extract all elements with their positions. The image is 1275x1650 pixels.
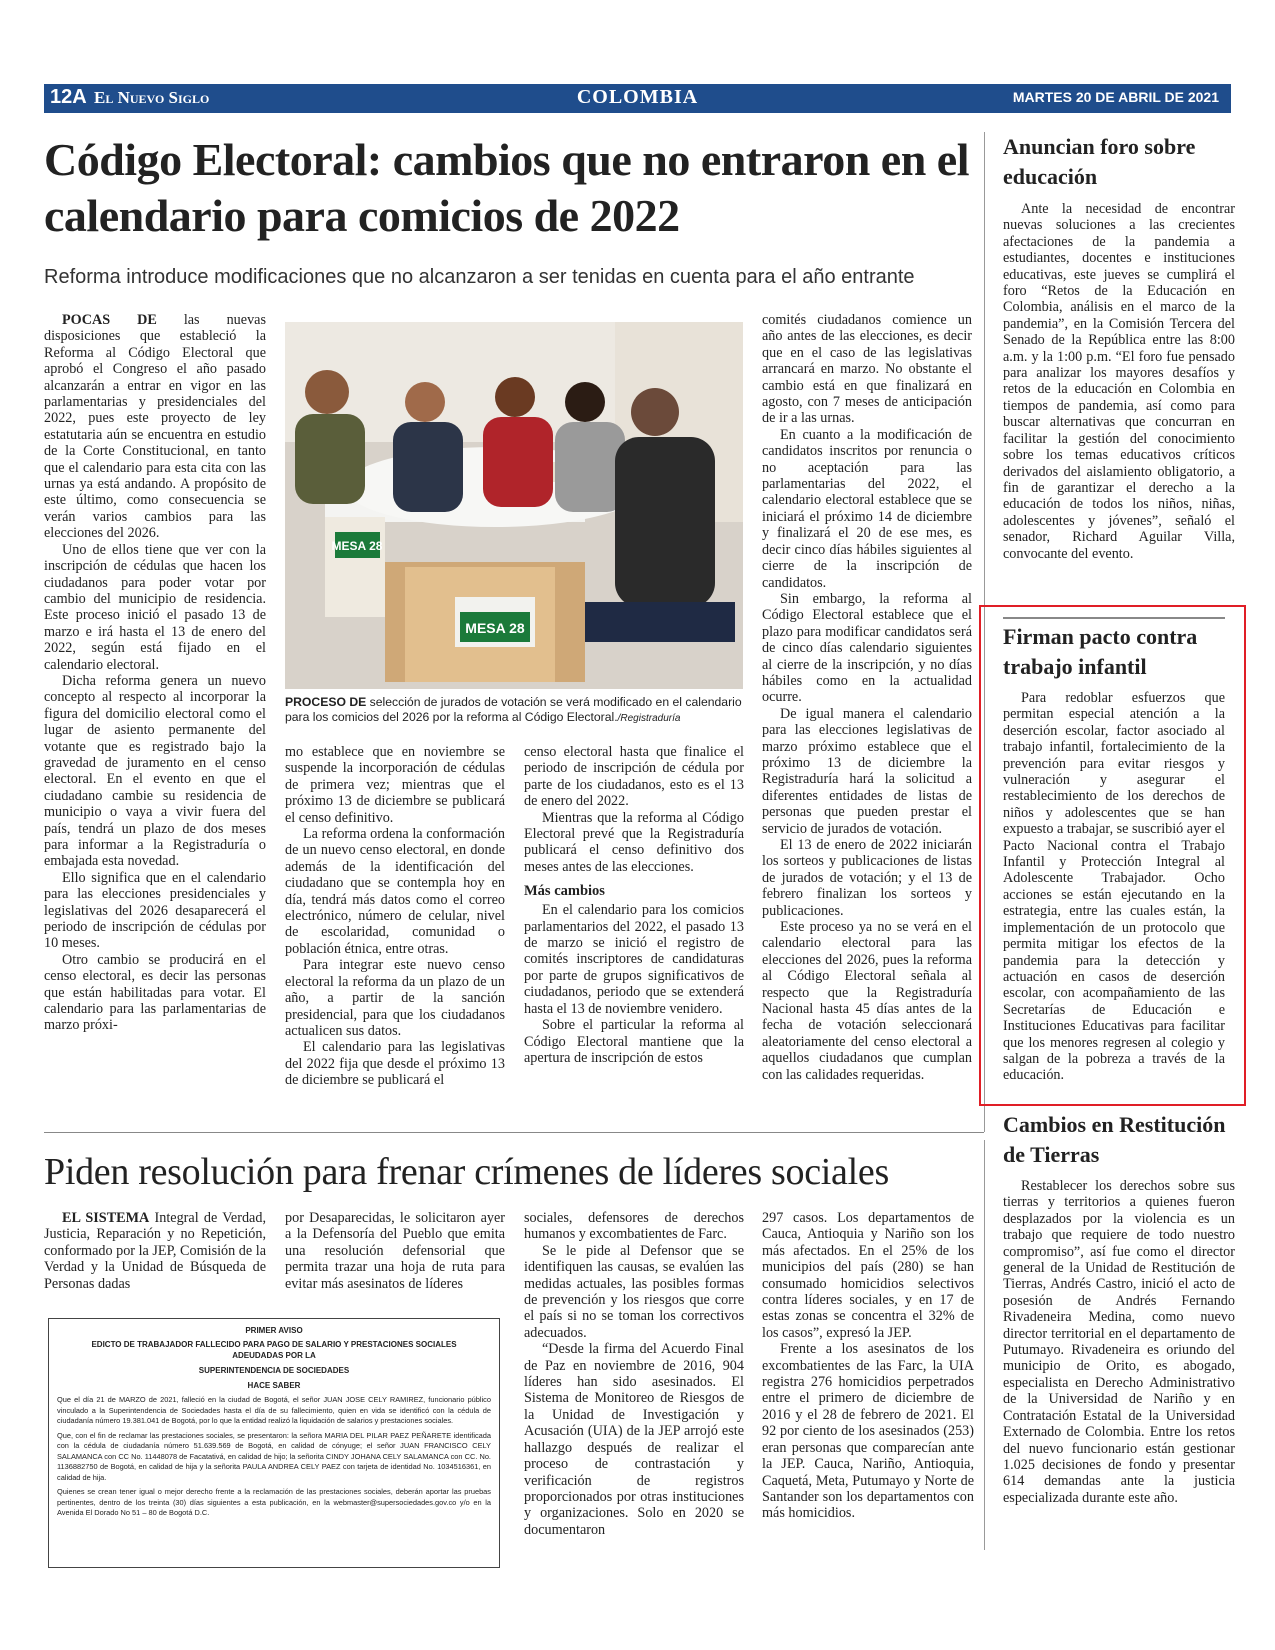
newspaper-name: El Nuevo Siglo <box>94 88 210 107</box>
paragraph: Mientras que la reforma al Código Electoral prevé que la Registraduría publicará el censo definitivo dos meses antes de las elecciones. <box>524 809 744 875</box>
sidebar-article-education <box>1003 201 1235 562</box>
paragraph: Frente a los asesinatos de los excombatientes de las Farc, la UIA registra 276 homicidios perpetrados entre el primero de diciembre de 2016 y el 28 de febrero de 2021. El 92 por ciento de los asesinados (253) eran personas que comparecían ante la JEP. Cauca, Nariño, Antioquia, Caquetá, Meta, Putumayo y Norte de Santander son los departamentos con más homicidios. <box>762 1341 974 1522</box>
paragraph: Para redoblar esfuerzos que permitan especial atención a la deserción escolar, factor asociado al trabajo infantil, fortalecimiento de la prevención para evitar riesgos y vulneración y asegurar el restablecimiento de los derechos de niños y adolescentes que se han expuesto a trabajar, se suscribió ayer el Pacto Nacional contra el Trabajo Infantil y Protección Integral al Adolescente Trabajador. Ocho acciones se están ejecutando en la estrategia, entre las cuales están, la implementación de un protocolo que permita mitigar los efectos de la pandemia para la detección y actuación en casos de deserción escolar, con acompañamiento de las Secretarías de Educación e Instituciones Educativas para facilitar que los menores regresen al colegio y salgan de la pobreza a través de la educación. <box>1003 690 1226 1084</box>
paragraph: En cuanto a la modificación de candidatos inscritos por renuncia o no aceptación para las parlamentarias del 2022, el calendario electoral establece que se iniciará el próximo 14 de diciembre y finalizará el 20 de ese mes, es decir cinco días hábiles siguientes al cierre de la inscripción de candidatos. <box>762 426 972 591</box>
main-headline: Código Electoral: cambios que no entraron en el calendario para comicios de 2022 <box>44 134 969 241</box>
paragraph: Uno de ellos tiene que ver con la inscripción de cédulas que hacen los ciudadanos para poder votar por cambio del municipio de residencia. Este proceso inició el pasado 13 de marzo e irá hasta el 13 de enero del 2022, según está fijado en el calendario electoral. <box>44 541 266 673</box>
paragraph: Dicha reforma genera un nuevo concepto al respecto al incorporar la figura del domicilio electoral como el lugar de asiento permanente del votante que es registrado bajo la gravedad de juramento en el censo electoral. En el evento en que el ciudadano cambie su residencia de municipio o vaya a vivir fuera del país, tendrá un plazo de dos meses para informar a la Registraduría o embajada esta novedad. <box>44 672 266 870</box>
sidebar-headline-child-labor: Firman pacto contra trabajo infantil <box>1003 624 1198 679</box>
paragraph: “Desde la firma del Acuerdo Final de Paz en noviembre de 2016, 904 líderes han sido asesinados. El Sistema de Monitoreo de Riesgos de la Unidad de Investigación y Acusación (UIA) de la JEP arrojó este hallazgo después de realizar el proceso de contrastación y verificación de registros proporcionados por otras instituciones y organizaciones. Solo en 2020 se documentaron <box>524 1341 744 1538</box>
lead-in: POCAS DE <box>62 312 157 328</box>
paragraph: El calendario para las legislativas del 2022 fija que desde el próximo 13 de diciembre se publicará el <box>285 1039 505 1089</box>
caption-lead: PROCESO DE <box>285 695 367 709</box>
photo-caption <box>285 695 743 726</box>
paragraph: las nuevas disposiciones que estableció la Reforma al Código Electoral que aprobó el Congreso el año pasado alcanzarán a entrar en vigor en las parlamentarias y presidenciales del 2022, pues este proyecto de ley estatutaria aún se encuentra en estudio de la Corte Constitucional, en tanto que el calendario para esta cita con las urnas ya está andando. A propósito de este último, como consecuencia se verán varios cambios para las elecciones del 2026. <box>44 312 266 542</box>
notice-paragraph: Que, con el fin de reclamar las prestaciones sociales, se presentaron: la señora MARIA DEL PILAR PAEZ PEÑARETE identificada con la cédula de ciudadanía número 51.639.569 de Bogotá, en calidad de cónyuge; el señor JUAN FRANCISCO CELY SALAMANCA con CC No. 11448078 de Facatativá, en calidad de hijo; la señorita CINDY JOHANA CELY SALAMANCA con CC. No. 1136882750 de Bogotá, en calidad de hija y la señorita PAULA ANDREA CELY PAEZ con tarjeta de identidad No. 1034516361, en calidad de hija. <box>57 1430 491 1482</box>
paragraph: En el calendario para los comicios parlamentarios del 2022, el pasado 13 de marzo se inició el registro de comités inscriptores de candidaturas por parte de grupos significativos de ciudadanos, periodo que se extenderá hasta el 13 de noviembre venidero. <box>524 902 744 1017</box>
paragraph: Este proceso ya no se verá en el calendario electoral para las elecciones del 2026, pues la reforma al Código Electoral señala al respecto que la Registraduría Nacional hasta 45 días antes de la fecha de votación seleccionará aleatoriamente del censo electoral a aquellos ciudadanos que cumplan con las calidades requeridas. <box>762 919 972 1083</box>
sidebar-headline-education: Anuncian foro sobre educación <box>1003 134 1196 189</box>
paragraph: comités ciudadanos comience un año antes de las elecciones, es decir que en el caso de las legislativas arrancará en marzo. No obstante el cambio está en que finalizará en agosto, con 7 meses de anticipación de ir a las urnas. <box>762 312 972 427</box>
paragraph: De igual manera el calendario para las elecciones legislativas de marzo próximo establece que el próximo 13 de diciembre la Registraduría hará la solicitud a diferentes entidades de listas de personas que pueden prestar el servicio de jurados de votación. <box>762 705 972 837</box>
second-column-4 <box>762 1210 974 1522</box>
ballot-box-label: MESA 28 <box>331 539 383 553</box>
paragraph: Ante la necesidad de encontrar nuevas soluciones a las crecientes afectaciones de la pandemia a estudiantes, docentes e instituciones educativas, este jueves se cumplirá el foro “Retos de la Educación en Colombia, análisis en el marco de la pandemia”, en la Comisión Tercera del Senado de la República entre las 8:00 a.m. y la 1:00 p.m. “El foro fue pensado para analizar los mayores desafíos y retos de la educación en Colombia en tiempos de pandemia, así como para buscar alternativas que concurran en facilitar la gestión del conocimiento sobre los temas educativos críticos derivados del aislamiento obligatorio, a fin de garantizar el derecho a la educación de todos los niños, niñas, adolescentes y jóvenes”, señaló el senador, Richard Aguilar Villa, convocante del evento. <box>1003 201 1235 562</box>
notice-heading: HACE SABER <box>247 1381 301 1390</box>
paragraph: El 13 de enero de 2022 iniciarán los sorteos y publicaciones de listas de jurados de votación; y el 13 de febrero finalizan los sorteos y publicaciones. <box>762 837 972 919</box>
paragraph: Para integrar este nuevo censo electoral la reforma da un plazo de un año, a partir de la sanción presidencial, para que los ciudadanos actualicen sus datos. <box>285 957 505 1039</box>
second-headline: Piden resolución para frenar crímenes de líderes sociales <box>44 1151 889 1193</box>
paragraph: 297 casos. Los departamentos de Cauca, Antioquia y Nariño son los más afectados. En el 25% de los municipios del país (280) se han consumado homicidios selectivos contra líderes sociales, y en 17 de estas zonas se concentra el 32% de los casos”, expresó la JEP. <box>762 1210 974 1341</box>
article-column-1 <box>44 312 266 1034</box>
sidebar-headline-land-restitution: Cambios en Restitución de Tierras <box>1003 1112 1226 1167</box>
caption-text: selección de jurados de votación se verá modificado en el calendario para los comicios del 2026 por la reforma al Código Electoral. <box>285 695 742 724</box>
paragraph: mo establece que en noviembre se suspende la incorporación de cédulas de primera vez; mientras que el próximo 13 de diciembre se publicará el censo definitivo. <box>285 744 505 826</box>
second-column-3 <box>524 1210 744 1538</box>
paragraph: Se le pide al Defensor que se identifiquen las causas, se evalúen las medidas actuales, las posibles formas de prevención y los riesgos que corre el país si no se toman los correctivos adecuados. <box>524 1242 744 1341</box>
article-column-4 <box>762 312 972 1083</box>
legal-notice <box>48 1318 500 1568</box>
article-subtitle: Más cambios <box>524 883 605 900</box>
ballot-box-label: MESA 28 <box>465 620 525 636</box>
second-column-1 <box>44 1210 266 1292</box>
article-column-3 <box>524 744 744 1066</box>
voting-jurors-photo <box>285 322 743 689</box>
paragraph: Restablecer los derechos sobre sus tierras y territorios a quienes fueron desplazados por la violencia es un trabajo que requiere de todo nuestro compromiso”, así fue como el director general de la Unidad de Restitución de Tierras, Andrés Castro, inició el acto de posesión de Andrés Fernando Rivadeneira Medina, como nuevo director territorial en el departamento de Putumayo. Rivadeneira es oriundo del municipio de Orito, es abogado, especialista en Derecho Administrativo de la Universidad de Nariño y en Contratación Estatal de la Universidad Externado de Colombia. Entre los retos del nuevo funcionario están gestionar 1.025 decisiones de fondo y presentar 614 demandas ante la justicia especializada durante este año. <box>1003 1178 1235 1506</box>
sidebar-article-child-labor <box>1003 690 1225 1084</box>
paragraph: por Desaparecidas, le solicitaron ayer a la Defensoría del Pueblo que emita una resolución defensorial que permita trazar una hoja de ruta para evitar más asesinatos de líderes <box>285 1210 505 1292</box>
notice-subtitle: EDICTO DE TRABAJADOR FALLECIDO PARA PAGO DE SALARIO Y PRESTACIONES SOCIALES ADEUDADAS POR LA <box>91 1340 457 1360</box>
page-number: 12A <box>50 86 87 108</box>
notice-title: PRIMER AVISO <box>245 1326 303 1335</box>
column-divider <box>984 1140 985 1550</box>
section-rule <box>1003 617 1225 619</box>
main-subheadline: Reforma introduce modificaciones que no alcanzaron a ser tenidas en cuenta para el año entrante <box>44 266 915 288</box>
paragraph: sociales, defensores de derechos humanos y excombatientes de Farc. <box>524 1210 744 1243</box>
photo-illustration <box>285 322 743 689</box>
notice-entity: SUPERINTENDENCIA DE SOCIEDADES <box>198 1366 350 1375</box>
lead-in: EL SISTEMA <box>62 1210 150 1226</box>
section-title: COLOMBIA <box>576 86 699 108</box>
section-rule <box>44 1132 984 1133</box>
header-bar <box>44 84 1231 113</box>
paragraph: Sin embargo, la reforma al Código Electoral establece que el plazo para modificar candidatos será de cinco días calendario siguientes al cierre de la inscripción, y no días hábiles como en la actualidad ocurre. <box>762 590 972 706</box>
second-column-2 <box>285 1210 505 1292</box>
notice-paragraph: Quienes se crean tener igual o mejor derecho frente a la reclamación de las prestaciones sociales, deberán aportar las pruebas pertinentes, dentro de los treinta (30) días siguientes a esta publicación, en la webmaster@supersociedades.gov.co y/o en la Avenida El Dorado No 51 – 80 de Bogotá D.C. <box>57 1487 491 1517</box>
paragraph: Integral de Verdad, Justicia, Reparación y no Repetición, conformado por la JEP, Comisión de la Verdad y la Unidad de Búsqueda de Personas dadas <box>44 1210 266 1292</box>
notice-paragraph: Que el día 21 de MARZO de 2021, falleció en la ciudad de Bogotá, el señor JUAN JOSE CELY RAMIREZ, funcionario público vinculado a la Superintendencia de Sociedades hasta el día de su fallecimiento, quien en vida se identificó con la cédula de ciudadanía número 19.381.041 de Bogotá, por lo que la entidad realizó la liquidación de salarios y prestaciones sociales. <box>57 1395 491 1425</box>
photo-credit: /Registraduría <box>617 713 681 724</box>
issue-date: MARTES 20 DE ABRIL DE 2021 <box>1012 89 1219 105</box>
paragraph: Otro cambio se producirá en el censo electoral, es decir las personas que están habilitadas para votar. El calendario para las parlamentarias de marzo próxi- <box>44 951 266 1034</box>
paragraph: La reforma ordena la conformación de un nuevo censo electoral, en donde además de la identificación del ciudadano que se contempla hoy en día, tendrá más datos como el correo electrónico, número de celular, nivel de escolaridad, comunidad o población étnica, entre otras. <box>285 826 505 957</box>
paragraph: censo electoral hasta que finalice el periodo de inscripción de cédula por parte de los ciudadanos, esto es el 13 de enero del 2022. <box>524 744 744 810</box>
article-column-2 <box>285 744 505 1089</box>
sidebar-article-land-restitution <box>1003 1178 1235 1506</box>
paragraph: Ello significa que en el calendario para las elecciones presidenciales y legislativas del 2026 desaparecerá el periodo de inscripción de cédulas por 10 meses. <box>44 869 266 952</box>
paragraph: Sobre el particular la reforma al Código Electoral mantiene que la apertura de inscripción de estos <box>524 1017 744 1066</box>
